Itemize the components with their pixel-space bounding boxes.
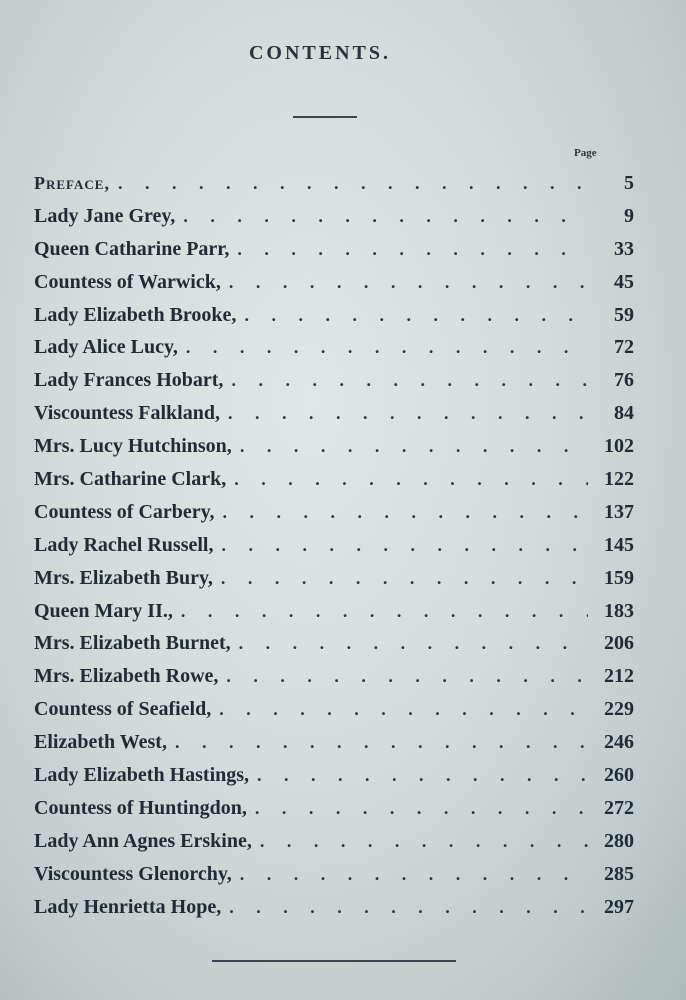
entry-page: 212 (604, 665, 634, 688)
entry-title: Mrs. Elizabeth Burnet, (34, 632, 231, 655)
entry-page: 76 (614, 369, 634, 392)
contents-entry (34, 172, 634, 205)
entry-page: 272 (604, 796, 634, 819)
entry-title: Mrs. Catharine Clark, (34, 468, 227, 491)
entry-page: 59 (614, 303, 634, 326)
contents-entry (34, 238, 634, 271)
dot-leader (186, 337, 588, 358)
contents-entry (34, 600, 634, 633)
dot-leader (255, 798, 588, 819)
contents-entry (34, 863, 634, 896)
contents-entry (34, 435, 634, 468)
entry-page: 145 (604, 533, 634, 556)
page-column-heading: Page (574, 147, 597, 159)
entry-page: 229 (604, 698, 634, 721)
dot-leader (221, 568, 588, 589)
contents-entry (34, 304, 634, 337)
dot-leader (260, 831, 588, 852)
entry-title: Countess of Warwick, (34, 270, 221, 293)
entry-page: 84 (614, 402, 634, 425)
dot-leader (237, 239, 588, 260)
entry-title: Mrs. Lucy Hutchinson, (34, 435, 232, 458)
entry-page: 159 (604, 566, 634, 589)
dot-leader (239, 633, 588, 654)
contents-list (34, 172, 634, 928)
dot-leader (229, 897, 588, 918)
entry-page: 102 (604, 435, 634, 458)
dot-leader (118, 173, 588, 194)
dot-leader (244, 305, 588, 326)
contents-entry (34, 632, 634, 665)
dot-leader (231, 370, 588, 391)
contents-entry (34, 567, 634, 600)
entry-page: 260 (604, 764, 634, 787)
dot-leader (234, 469, 588, 490)
entry-page: 246 (604, 731, 634, 754)
closing-rule (212, 960, 456, 962)
entry-title: Lady Jane Grey, (34, 204, 176, 227)
contents-entry (34, 468, 634, 501)
contents-entry (34, 830, 634, 863)
entry-page: 137 (604, 500, 634, 523)
contents-entry (34, 205, 634, 238)
entry-page: 45 (614, 270, 634, 293)
entry-title: Countess of Carbery, (34, 500, 215, 523)
dot-leader (181, 601, 588, 622)
contents-entry (34, 402, 634, 435)
entry-page: 33 (614, 237, 634, 260)
entry-title: Queen Mary II., (34, 599, 173, 622)
dot-leader (226, 666, 588, 687)
dot-leader (229, 272, 588, 293)
dot-leader (228, 403, 588, 424)
entry-title: Lady Elizabeth Hastings, (34, 764, 250, 787)
contents-entry (34, 764, 634, 797)
entry-title: Lady Ann Agnes Erskine, (34, 829, 252, 852)
entry-title: Elizabeth West, (34, 731, 167, 754)
contents-entry (34, 698, 634, 731)
contents-entry (34, 797, 634, 830)
entry-page: 206 (604, 632, 634, 655)
entry-page: 5 (624, 172, 634, 194)
contents-entry (34, 271, 634, 304)
dot-leader (175, 732, 588, 753)
contents-entry (34, 336, 634, 369)
dot-leader (257, 765, 588, 786)
entry-title: Countess of Seafield, (34, 698, 212, 721)
entry-page: 9 (624, 204, 634, 227)
dot-leader (240, 436, 588, 457)
dot-leader (240, 864, 588, 885)
entry-title: Lady Frances Hobart, (34, 369, 224, 392)
page-title: CONTENTS. (248, 42, 392, 64)
entry-title: Viscountess Falkland, (34, 402, 220, 425)
contents-entry (34, 369, 634, 402)
entry-page: 183 (604, 599, 634, 622)
contents-entry (34, 665, 634, 698)
entry-page: 280 (604, 829, 634, 852)
dot-leader (221, 535, 588, 556)
entry-page: 285 (604, 862, 634, 885)
entry-page: 297 (604, 895, 634, 918)
entry-page: 72 (614, 336, 634, 359)
entry-title: Mrs. Elizabeth Bury, (34, 566, 213, 589)
entry-title: Lady Rachel Russell, (34, 533, 214, 556)
dot-leader (183, 206, 588, 227)
entry-title: Lady Henrietta Hope, (34, 895, 222, 918)
entry-page: 122 (604, 468, 634, 491)
entry-title: Viscountess Glenorchy, (34, 862, 232, 885)
dot-leader (223, 502, 588, 523)
contents-entry (34, 534, 634, 567)
contents-entry (34, 501, 634, 534)
entry-title: Mrs. Elizabeth Rowe, (34, 665, 219, 688)
dot-leader (219, 699, 588, 720)
entry-title: Countess of Huntingdon, (34, 796, 247, 819)
contents-entry (34, 731, 634, 764)
entry-title: Lady Elizabeth Brooke, (34, 303, 237, 326)
entry-title: Queen Catharine Parr, (34, 237, 230, 260)
contents-entry (34, 896, 634, 929)
entry-title: Preface, (34, 173, 110, 193)
title-rule (293, 116, 357, 118)
entry-title: Lady Alice Lucy, (34, 336, 178, 359)
